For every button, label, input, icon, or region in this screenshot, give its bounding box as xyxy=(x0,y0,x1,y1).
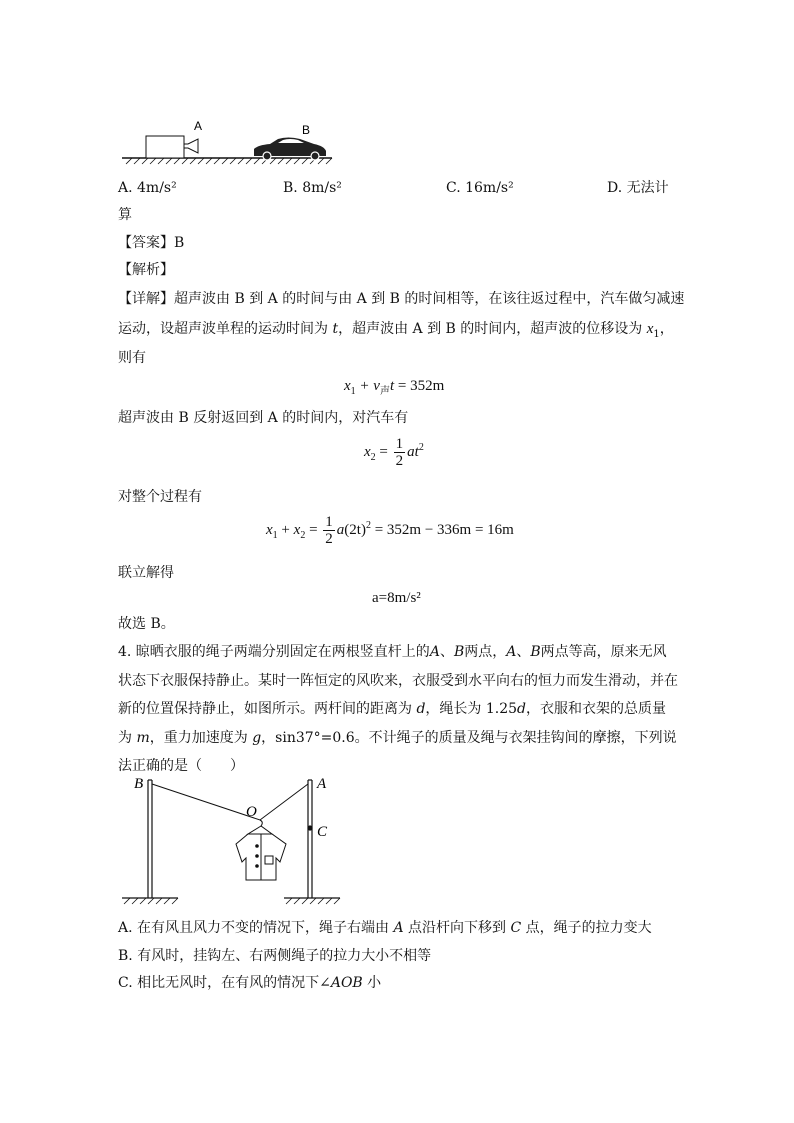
option-b: B. 8m/s² xyxy=(283,180,342,196)
label-pole-b: B xyxy=(134,776,144,792)
label-hook-o: O xyxy=(246,804,257,820)
text-reflect: 超声波由 B 反射返回到 A 的时间内，对汽车有 xyxy=(118,410,409,426)
q4-option-b: B. 有风时，挂钩左、右两侧绳子的拉力大小不相等 xyxy=(118,948,432,964)
eq2-eq: = xyxy=(375,443,392,460)
eq3-den: 2 xyxy=(325,531,333,547)
detail-line-2 xyxy=(118,319,674,345)
q4-option-a-post: 点，绳子的拉力变大 xyxy=(521,920,652,936)
q4-i: ，sin37°=0.6。不计绳子的质量及绳与衣架挂钩间的摩擦，下列说法正确的是（ ） xyxy=(118,729,677,774)
label-a: A xyxy=(194,119,203,133)
q4-option-c-post: 小 xyxy=(362,975,382,991)
eq3-num: 1 xyxy=(325,514,333,530)
text-solve: 联立解得 xyxy=(118,565,174,581)
ground-hatching xyxy=(126,158,332,164)
eq3-x2: x xyxy=(293,521,301,538)
text-whole: 对整个过程有 xyxy=(118,489,202,505)
eq2-den: 2 xyxy=(395,453,404,469)
option-a: A. 4m/s² xyxy=(118,180,177,196)
clothesline-figure xyxy=(118,770,348,906)
detail-line2-b: ，超声波由 A 到 B 的时间内，超声波的位移设为 xyxy=(338,321,647,337)
point-c xyxy=(307,825,312,830)
q4-B2: B xyxy=(530,644,541,660)
answer-line: 【答案】B xyxy=(118,235,185,251)
equation-3 xyxy=(266,514,514,547)
eq3-sub2: 2 xyxy=(300,529,306,541)
q4-option-a-C: C xyxy=(510,920,522,936)
q4-c: 两点， xyxy=(464,644,507,660)
equation-4: a=8m/s² xyxy=(372,590,421,606)
eq3-a: a xyxy=(336,521,345,538)
eq1-sub1: 1 xyxy=(350,386,356,397)
shirt-icon xyxy=(236,820,286,880)
q4-d1: d xyxy=(416,701,426,717)
eq2-sub: 2 xyxy=(370,451,376,463)
eq2-sup: 2 xyxy=(418,441,424,453)
question-4-text xyxy=(118,638,678,781)
eq3-x1: x xyxy=(266,521,273,538)
q4-a: 4. 晾晒衣服的绳子两端分别固定在两根竖直杆上的 xyxy=(118,644,430,660)
eq1-sub-v: 声 xyxy=(379,386,390,397)
analysis-heading: 【解析】 xyxy=(118,262,174,278)
eq2-num: 1 xyxy=(395,436,404,452)
q4-g-var: g xyxy=(252,729,262,746)
eq3-paren: (2t) xyxy=(344,521,366,538)
label-pole-a: A xyxy=(317,776,327,792)
q4-d2: d xyxy=(517,701,527,717)
q4-option-c-pre: C. 相比无风时，在有风的情况下∠ xyxy=(118,975,331,991)
detail-line-1 xyxy=(118,289,684,309)
equation-1 xyxy=(344,378,444,397)
eq2-t: t xyxy=(414,443,419,460)
rope xyxy=(152,784,308,820)
q4-g: ，衣服和衣架的总质量为 xyxy=(118,701,667,746)
q4-A2: A xyxy=(506,644,517,660)
choose-line: 故选 B。 xyxy=(118,616,175,632)
car-icon xyxy=(254,138,326,161)
equation-2 xyxy=(364,436,424,469)
eq1-rhs: = 352m xyxy=(394,378,445,394)
ultrasound-box xyxy=(146,136,184,158)
var-x1-sub: 1 xyxy=(653,328,660,340)
eq2-x: x xyxy=(364,443,371,460)
q4-option-a xyxy=(118,918,652,938)
detail-line-3: 则有 xyxy=(118,350,146,366)
q4-e: 两点等高，原来无风状态下衣服保持静止。某时一阵恒定的风吹来，衣服受到水平向右的恒力而发生滑动，并在新的位置保持静止，如图所示。两杆间的距离为 xyxy=(118,644,678,717)
eq3-sup: 2 xyxy=(365,519,371,531)
label-point-c: C xyxy=(317,824,328,840)
q4-option-a-pre: A. 在有风且风力不变的情况下，绳子右端由 xyxy=(118,920,394,936)
eq3-fraction xyxy=(323,514,335,547)
q4-m: m xyxy=(136,729,150,746)
q4-B1: B xyxy=(453,644,465,660)
detail-tag: 【详解】 xyxy=(118,291,174,307)
q4-d: 、 xyxy=(516,644,531,660)
detail-line1-text: 超声波由 B 到 A 的时间与由 A 到 B 的时间相等，在该往返过程中，汽车做匀减速 xyxy=(174,291,685,307)
eq3-sub1: 1 xyxy=(272,529,278,541)
eq3-eq: = xyxy=(305,521,322,538)
label-b: B xyxy=(302,123,311,137)
eq1-t: t xyxy=(389,378,395,394)
option-c: C. 16m/s² xyxy=(446,180,514,196)
q4-option-a-mid: 点沿杆向下移到 xyxy=(403,920,511,936)
var-t: t xyxy=(332,321,339,337)
q4-option-a-A: A xyxy=(393,920,404,936)
eq3-plus: + xyxy=(277,521,294,538)
detail-line2-a: 运动，设超声波单程的运动时间为 xyxy=(118,321,333,337)
eq1-x: x xyxy=(344,378,351,394)
eq3-rhs: = 352m − 336m = 16m xyxy=(370,521,514,538)
var-x1: x xyxy=(646,321,654,337)
q4-A1: A xyxy=(429,644,440,660)
q4-h: ，重力加速度为 xyxy=(149,729,253,746)
q4-b: 、 xyxy=(439,644,454,660)
option-d-wrap: 算 xyxy=(118,207,132,223)
q4-option-c-aob: AOB xyxy=(330,975,363,991)
eq1-v: + v xyxy=(359,378,380,394)
q4-option-c xyxy=(118,973,381,993)
detail-line2-c: ， xyxy=(659,321,674,337)
q4-f: ，绳长为 1.25 xyxy=(425,701,518,717)
eq2-a: a xyxy=(407,443,415,460)
option-d: D. 无法计 xyxy=(607,180,669,196)
car-ultrasound-figure xyxy=(118,112,338,170)
emitter-horn xyxy=(184,139,198,153)
eq2-fraction xyxy=(394,436,406,469)
